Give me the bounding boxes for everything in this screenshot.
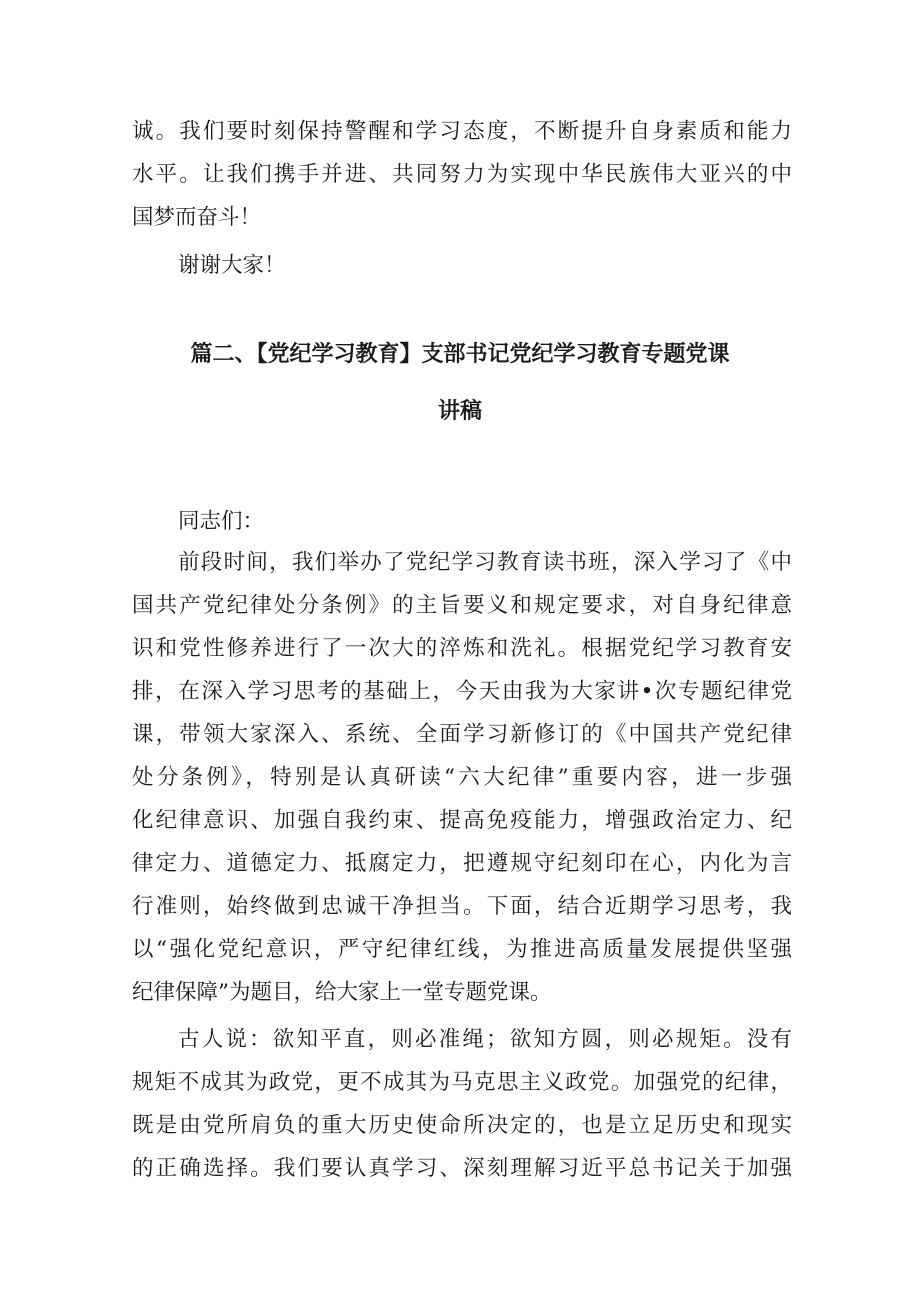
- prev-section-closing: 谢谢大家！: [178, 253, 286, 278]
- paragraph-2-line: 既是由党所肩负的重大历史使命所决定的，也是立足历史和现实: [132, 1113, 792, 1138]
- paragraph-1-line: 国共产党纪律处分条例》的主旨要义和规定要求，对自身纪律意: [132, 593, 792, 618]
- paragraph-2-line: 规矩不成其为政党，更不成其为马克思主义政党。加强党的纪律，: [132, 1070, 792, 1095]
- paragraph-1-line: 纪律保障”为题目，给大家上一堂专题党课。: [132, 980, 552, 1005]
- paragraph-1-line: 排，在深入学习思考的基础上，今天由我为大家讲•次专题纪律党: [132, 679, 792, 704]
- paragraph-1-line: 前段时间，我们举办了党纪学习教育读书班，深入学习了《中: [178, 550, 792, 575]
- prev-section-line-3: 国梦而奋斗！: [132, 205, 262, 230]
- paragraph-1-line: 识和党性修养进行了一次大的淬炼和洗礼。根据党纪学习教育安: [132, 636, 792, 661]
- paragraph-1-line: 律定力、道德定力、抵腐定力，把遵规守纪刻印在心，内化为言: [132, 851, 792, 876]
- paragraph-1-line: 化纪律意识、加强自我约束、提高免疫能力，增强政治定力、纪: [132, 808, 792, 833]
- paragraph-1-line: 以“强化党纪意识，严守纪律红线，为推进高质量发展提供坚强: [132, 937, 792, 962]
- prev-section-line-1: 诚。我们要时刻保持警醒和学习态度，不断提升自身素质和能力: [132, 119, 792, 144]
- prev-section-line-2: 水平。让我们携手并进、共同努力为实现中华民族伟大亚兴的中: [132, 162, 792, 187]
- paragraph-2-line: 的正确选择。我们要认真学习、深刻理解习近平总书记关于加强: [132, 1156, 792, 1181]
- section-heading-line-1: 篇二、【党纪学习教育】支部书记党纪学习教育专题党课: [190, 341, 730, 367]
- paragraph-1-line: 课，带领大家深入、系统、全面学习新修订的《中国共产党纪律: [132, 722, 792, 747]
- paragraph-1-line: 行准则，始终做到忠诚干净担当。下面，结合近期学习思考，我: [132, 894, 792, 919]
- paragraph-2-line: 古人说：欲知平直，则必准绳；欲知方圆，则必规矩。没有: [178, 1027, 792, 1052]
- section-heading-line-2: 讲稿: [437, 398, 482, 424]
- paragraph-1-line: 处分条例》，特别是认真研读“六大纪律”重要内容，进一步强: [132, 765, 792, 790]
- salutation: 同志们：: [178, 509, 265, 534]
